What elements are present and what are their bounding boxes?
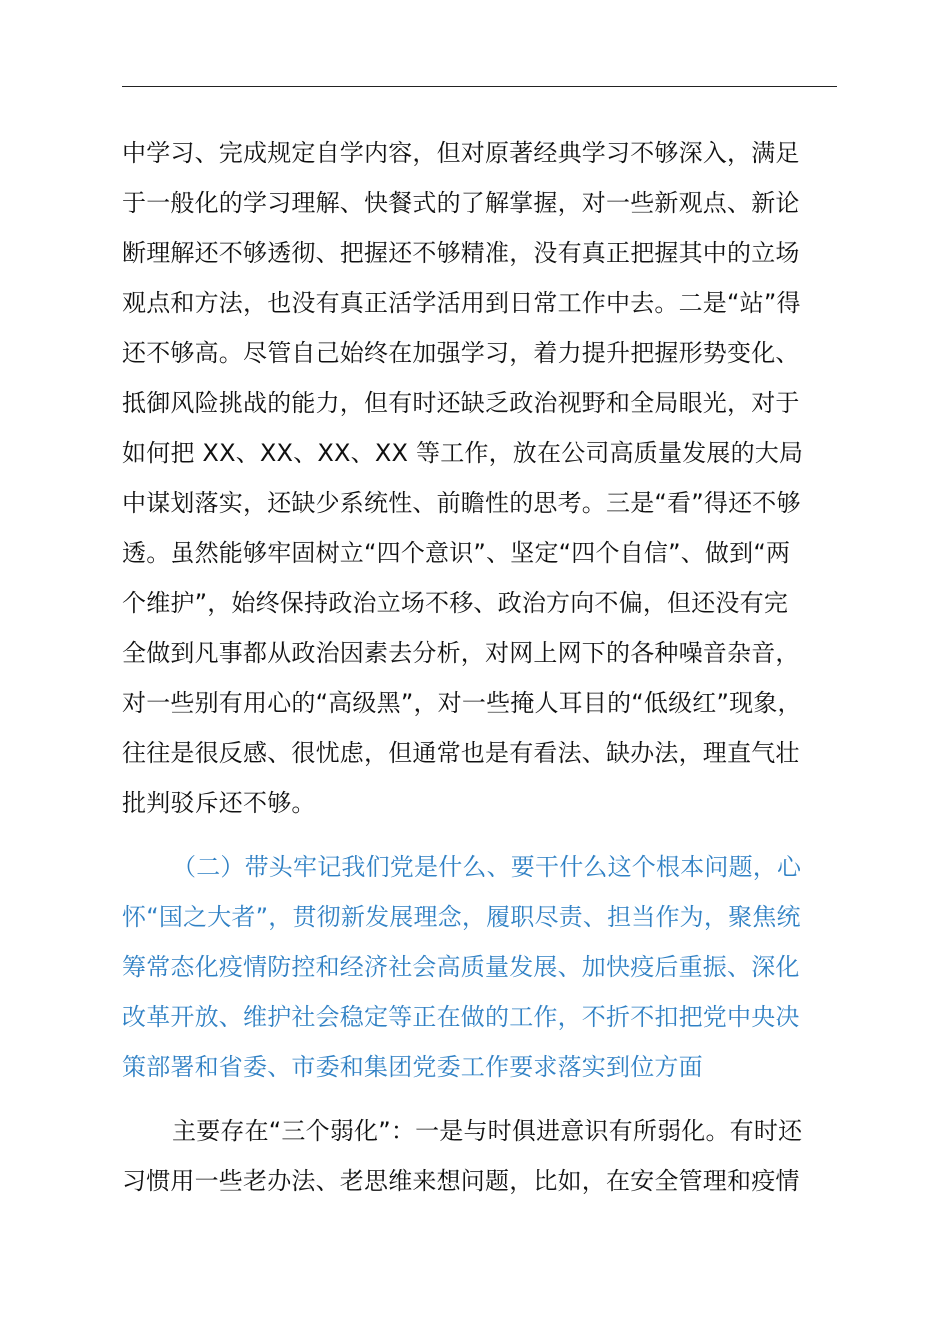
text-line: 于一般化的学习理解、快餐式的了解掌握，对一些新观点、新论 [122, 189, 800, 217]
paragraph-three-weakenings [122, 1106, 842, 1206]
text-line: 批判驳斥还不够。 [122, 789, 316, 817]
text-line: 中谋划落实，还缺少系统性、前瞻性的思考。三是“看”得还不够 [122, 489, 801, 517]
paragraph-self-study [122, 128, 842, 828]
document-body [122, 128, 842, 1206]
text-line: 习惯用一些老办法、老思维来想问题，比如，在安全管理和疫情 [122, 1167, 800, 1195]
text-line: 抵御风险挑战的能力，但有时还缺乏政治视野和全局眼光，对于 [122, 389, 800, 417]
text-line: 断理解还不够透彻、把握还不够精准，没有真正把握其中的立场 [122, 239, 800, 267]
text-line: 主要存在“三个弱化”：一是与时俱进意识有所弱化。有时还 [172, 1117, 803, 1145]
section-heading-2 [122, 842, 842, 1092]
text-line: 个维护”，始终保持政治立场不移、政治方向不偏，但还没有完 [122, 589, 789, 617]
text-line: 往往是很反感、很忧虑，但通常也是有看法、缺办法，理直气壮 [122, 739, 800, 767]
heading-line: 筹常态化疫情防控和经济社会高质量发展、加快疫后重振、深化 [122, 953, 800, 981]
text-line: 中学习、完成规定自学内容，但对原著经典学习不够深入，满足 [122, 139, 800, 167]
text-line: 透。虽然能够牢固树立“四个意识”、坚定“四个自信”、做到“两 [122, 539, 791, 567]
heading-line: 改革开放、维护社会稳定等正在做的工作，不折不扣把党中央决 [122, 1003, 800, 1031]
text-line: 如何把 XX、XX、XX、XX 等工作，放在公司高质量发展的大局 [122, 439, 804, 467]
paragraph-spacer [122, 1092, 842, 1106]
text-line: 还不够高。尽管自己始终在加强学习，着力提升把握形势变化、 [122, 339, 800, 367]
heading-line: 策部署和省委、市委和集团党委工作要求落实到位方面 [122, 1053, 703, 1081]
text-line: 观点和方法，也没有真正活学活用到日常工作中去。二是“站”得 [122, 289, 801, 317]
text-line: 全做到凡事都从政治因素去分析，对网上网下的各种噪音杂音， [122, 639, 800, 667]
text-line: 对一些别有用心的“高级黑”，对一些掩人耳目的“低级红”现象， [122, 689, 802, 717]
heading-line: 怀“国之大者”，贯彻新发展理念，履职尽责、担当作为，聚焦统 [122, 903, 801, 931]
header-rule [122, 86, 837, 87]
heading-line: （二）带头牢记我们党是什么、要干什么这个根本问题，心 [172, 853, 802, 881]
paragraph-spacer [122, 828, 842, 842]
